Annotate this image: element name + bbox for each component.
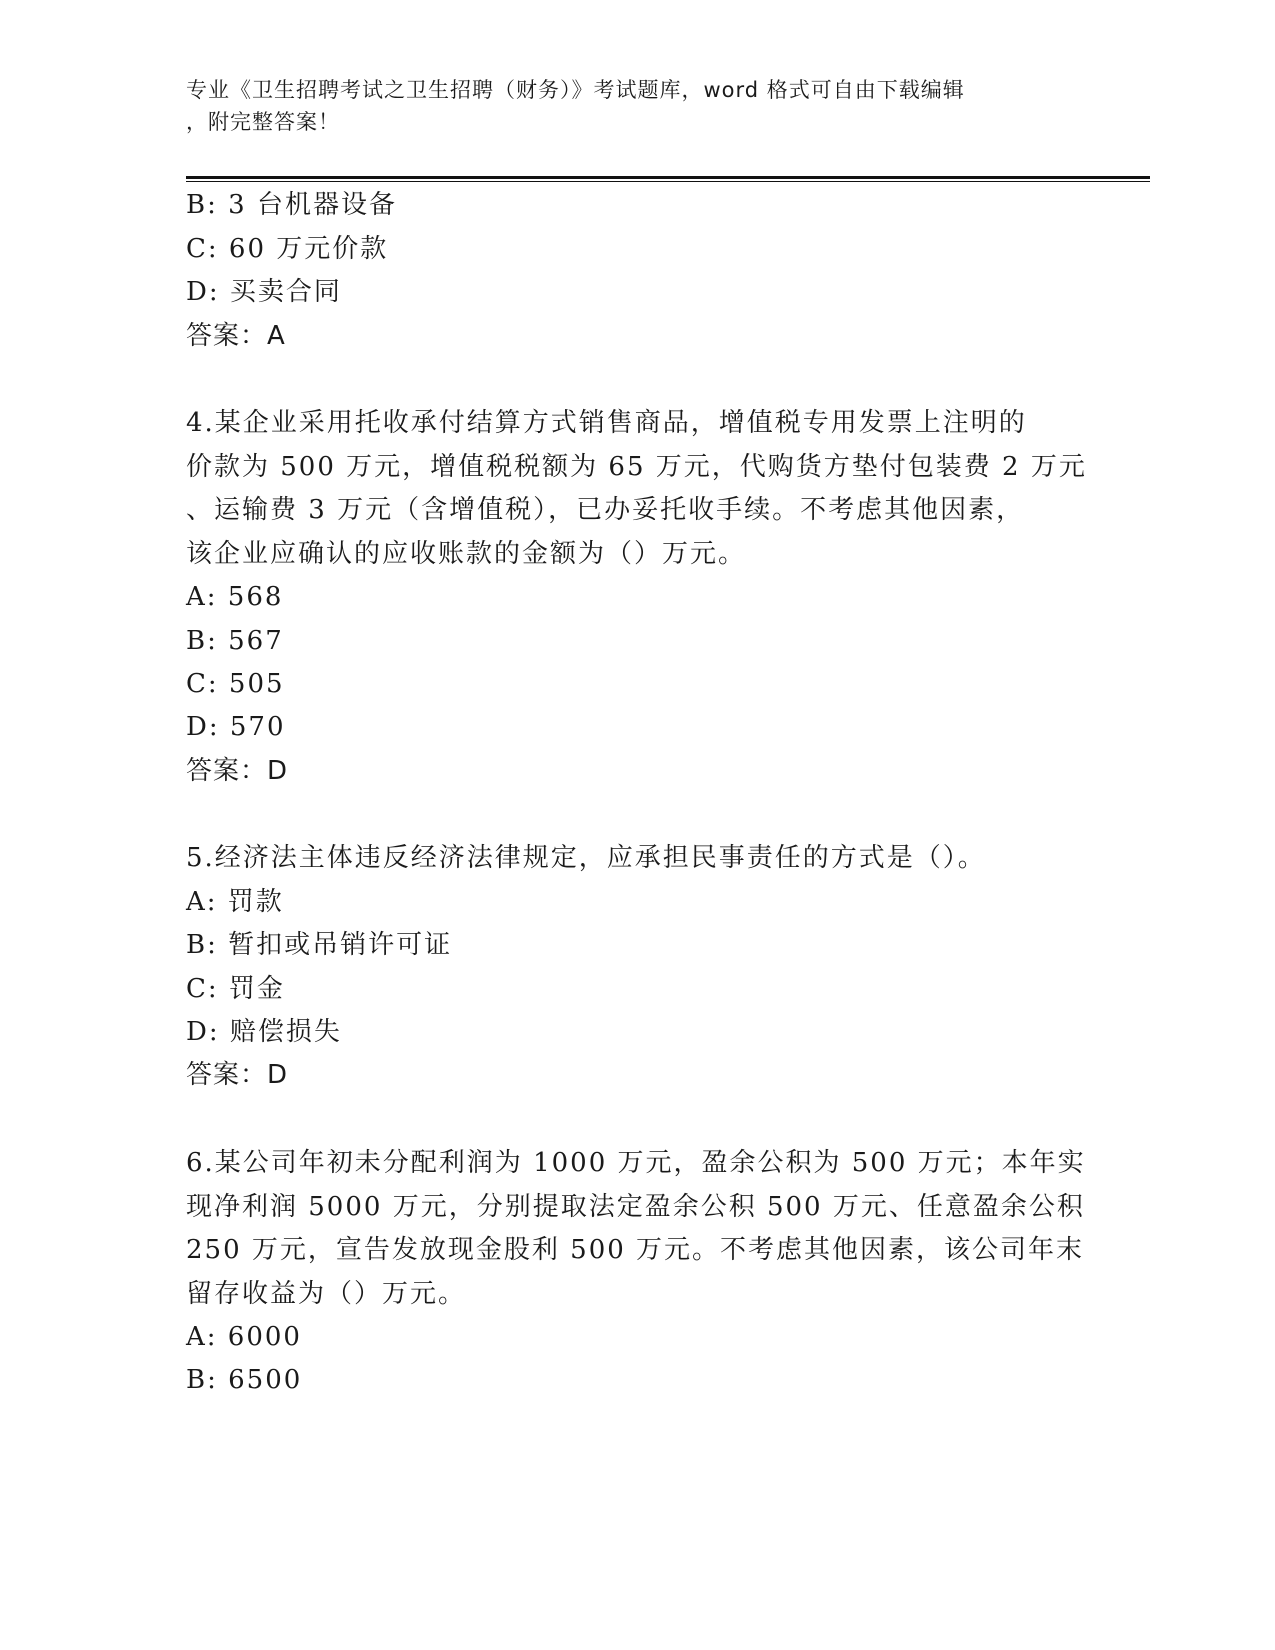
q5-option-d: D: 赔偿损失 [186, 1017, 342, 1047]
q4-stem-line-3: 、运输费 3 万元（含增值税），已办妥托收手续。不考虑其他因素， [186, 495, 1025, 525]
q5-answer: 答案：D [186, 1060, 289, 1090]
q3-option-c: C: 60 万元价款 [186, 234, 389, 264]
q5-option-c: C: 罚金 [186, 974, 285, 1004]
q4-option-c: C: 505 [186, 669, 285, 699]
q3-answer: 答案：A [186, 321, 286, 351]
q6-stem-line-1: 6.某公司年初未分配利润为 1000 万元，盈余公积为 500 万元；本年实 [186, 1148, 1086, 1178]
q4-option-b: B: 567 [186, 626, 284, 656]
q6-option-b: B: 6500 [186, 1365, 303, 1395]
q4-stem-line-4: 该企业应确认的应收账款的金额为（）万元。 [186, 539, 747, 569]
q5-option-a: A: 罚款 [186, 887, 284, 917]
q4-answer: 答案：D [186, 756, 289, 786]
q3-option-b: B: 3 台机器设备 [186, 190, 397, 220]
q4-stem-line-2: 价款为 500 万元，增值税税额为 65 万元，代购货方垫付包装费 2 万元 [186, 452, 1087, 482]
q5-stem-line-1: 5.经济法主体违反经济法律规定，应承担民事责任的方式是（）。 [186, 843, 986, 873]
header-rule-thin [186, 181, 1150, 182]
header-rule-thick [186, 176, 1150, 179]
q6-stem-line-3: 250 万元，宣告发放现金股利 500 万元。不考虑其他因素，该公司年末 [186, 1235, 1085, 1265]
q3-option-d: D: 买卖合同 [186, 277, 342, 307]
q4-stem-line-1: 4.某企业采用托收承付结算方式销售商品，增值税专用发票上注明的 [186, 408, 1027, 438]
q6-option-a: A: 6000 [186, 1322, 302, 1352]
header-line-1: 专业《卫生招聘考试之卫生招聘（财务）》考试题库，word 格式可自由下载编辑 [186, 78, 965, 102]
q6-stem-line-2: 现净利润 5000 万元，分别提取法定盈余公积 500 万元、任意盈余公积 [186, 1192, 1085, 1222]
q5-option-b: B: 暂扣或吊销许可证 [186, 930, 453, 960]
header-line-2: ，附完整答案！ [186, 110, 340, 134]
q4-option-d: D: 570 [186, 712, 286, 742]
document-header [186, 74, 1066, 138]
q4-option-a: A: 568 [186, 582, 284, 612]
q6-stem-line-4: 留存收益为（）万元。 [186, 1279, 467, 1309]
